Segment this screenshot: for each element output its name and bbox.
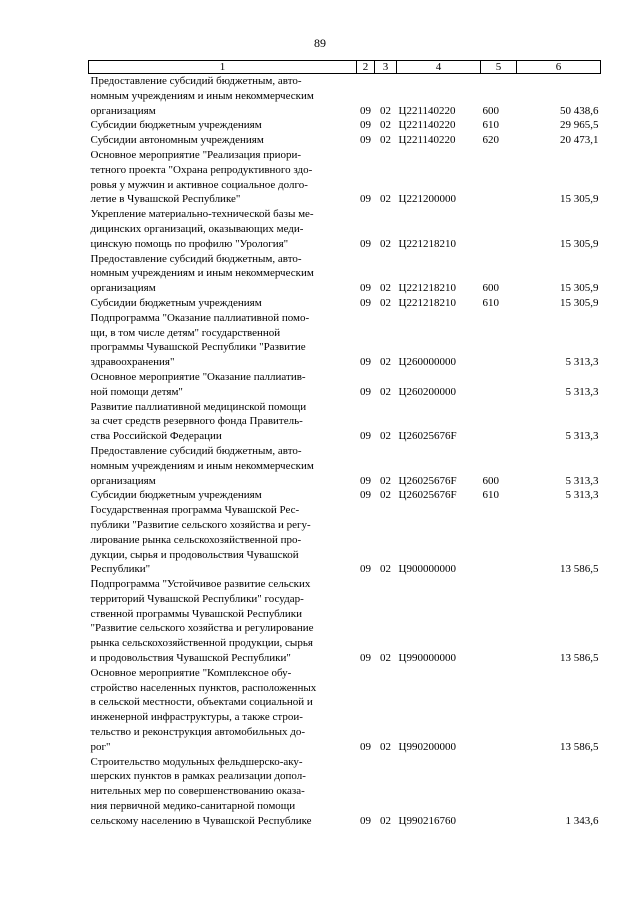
table-header-row [89,61,601,74]
header-cell-2: 2 [357,61,375,74]
row-section-cell: 09 [360,489,371,502]
row-expense-type-cell [481,666,517,755]
row-section-cell: 09 [360,652,371,665]
row-amount-cell: 13 586,5 [560,740,599,753]
row-name-cell: Основное мероприятие "Реализация приори- тетного проекта "Охрана репродуктивного здо- ровья у мужчин и активное социальное долго- летие в Чувашской Республике" [90,148,313,206]
row-name-cell: Субсидии автономным учреждениям [90,134,264,147]
row-section-cell: 09 [360,740,371,753]
row-target-article-cell: Ц221140220 [398,134,456,147]
row-expense-type-cell [481,207,517,251]
table-row [89,755,601,829]
row-section-cell: 09 [360,356,371,369]
row-expense-type-cell [481,311,517,370]
row-target-article-cell: Ц260200000 [398,385,456,398]
table-row [89,74,601,119]
row-target-article-cell: Ц221218210 [398,282,456,295]
row-target-article-cell: Ц221140220 [398,119,456,132]
row-expense-type-cell [481,400,517,444]
header-cell-1: 1 [89,61,357,74]
row-amount-cell: 5 313,3 [565,356,599,369]
row-name-cell: Основное мероприятие "Оказание паллиатив- ной помощи детям" [90,370,306,398]
row-section-cell: 09 [360,385,371,398]
row-expense-type-cell: 600 [482,104,499,117]
row-target-article-cell: Ц221140220 [398,104,456,117]
row-target-article-cell: Ц260000000 [398,356,456,369]
row-subsection-cell: 02 [380,563,391,576]
page-number: 89 [314,36,326,50]
row-name-cell: Субсидии бюджетным учреждениям [90,296,262,309]
table-row [89,370,601,400]
table-row [89,118,601,133]
row-target-article-cell: Ц221218210 [398,296,456,309]
table-row [89,488,601,503]
row-name-cell: Строительство модульных фельдшерско-аку- шерских пунктов в рамках реализации допол- нительных мер по совершенствованию оказа- ния первичной медико-санитарной помощи сельскому населению в Чувашской Республике [90,755,312,827]
row-section-cell: 09 [360,119,371,132]
row-subsection-cell: 02 [380,814,391,827]
row-target-article-cell: Ц990000000 [398,652,456,665]
row-subsection-cell: 02 [380,119,391,132]
table-row [89,133,601,148]
row-subsection-cell: 02 [380,489,391,502]
row-target-article-cell: Ц990216760 [398,814,456,827]
row-name-cell: Развитие паллиативной медицинской помощи за счет средств резервного фонда Правитель- ства Российской Федерации [90,400,307,443]
row-amount-cell: 15 305,9 [560,193,599,206]
row-section-cell: 09 [360,193,371,206]
row-subsection-cell: 02 [380,237,391,250]
row-subsection-cell: 02 [380,104,391,117]
row-amount-cell: 5 313,3 [565,474,599,487]
row-name-cell: Субсидии бюджетным учреждениям [90,489,262,502]
row-expense-type-cell: 610 [482,489,499,502]
row-amount-cell: 15 305,9 [560,296,599,309]
row-expense-type-cell: 620 [482,134,499,147]
row-expense-type-cell [481,148,517,207]
row-amount-cell: 29 965,5 [560,119,599,132]
row-expense-type-cell [481,755,517,829]
row-section-cell: 09 [360,814,371,827]
row-amount-cell: 13 586,5 [560,652,599,665]
row-section-cell: 09 [360,282,371,295]
row-expense-type-cell: 600 [482,474,499,487]
row-name-cell: Государственная программа Чувашской Рес- публики "Развитие сельского хозяйства и регу- лирование рынка сельскохозяйственной про- дукции, сырья и продовольствия Чувашской Республики" [90,504,311,576]
table-row [89,252,601,296]
row-target-article-cell: Ц990200000 [398,740,456,753]
budget-table [88,60,601,829]
table-row [89,207,601,251]
header-cell-3: 3 [375,61,397,74]
header-cell-5: 5 [481,61,517,74]
row-name-cell: Субсидии бюджетным учреждениям [90,119,262,132]
row-subsection-cell: 02 [380,430,391,443]
header-cell-6: 6 [517,61,601,74]
row-amount-cell: 5 313,3 [565,385,599,398]
row-expense-type-cell: 610 [482,119,499,132]
row-subsection-cell: 02 [380,282,391,295]
table-row [89,444,601,488]
row-target-article-cell: Ц26025676F [398,430,457,443]
row-subsection-cell: 02 [380,193,391,206]
row-section-cell: 09 [360,104,371,117]
row-subsection-cell: 02 [380,652,391,665]
row-subsection-cell: 02 [380,385,391,398]
row-target-article-cell: Ц26025676F [398,489,457,502]
table-row [89,400,601,444]
row-name-cell: Подпрограмма "Устойчивое развитие сельских территорий Чувашской Республики" государ- ственной программы Чувашской Республики "Развитие сельского хозяйства и регулирование рынка сельскохозяйственной продукции, сырья и продовольствия Чувашской Республики" [90,578,314,665]
row-expense-type-cell: 600 [482,282,499,295]
row-section-cell: 09 [360,563,371,576]
row-section-cell: 09 [360,134,371,147]
row-section-cell: 09 [360,237,371,250]
row-subsection-cell: 02 [380,474,391,487]
row-amount-cell: 1 343,6 [565,814,599,827]
row-target-article-cell: Ц26025676F [398,474,457,487]
row-amount-cell: 15 305,9 [560,282,599,295]
row-subsection-cell: 02 [380,296,391,309]
row-amount-cell: 5 313,3 [565,489,599,502]
row-name-cell: Предоставление субсидий бюджетным, авто- номным учреждениям и иным некоммерческим организациям [90,75,314,117]
row-name-cell: Основное мероприятие "Комплексное обу- стройство населенных пунктов, расположенных в сельской местности, объектами социальной и инженерной инфраструктуры, а также строи- тельство и реконструкция автомобильных до- рог" [90,666,317,753]
row-target-article-cell: Ц221200000 [398,193,456,206]
row-amount-cell: 5 313,3 [565,430,599,443]
table-row [89,296,601,311]
header-cell-4: 4 [397,61,481,74]
table-row [89,311,601,370]
row-subsection-cell: 02 [380,134,391,147]
row-target-article-cell: Ц900000000 [398,563,456,576]
row-subsection-cell: 02 [380,356,391,369]
row-name-cell: Укрепление материально-технической базы ме- дицинских организаций, оказывающих меди- цинскую помощь по профилю "Урология" [90,208,314,250]
row-amount-cell: 50 438,6 [560,104,599,117]
row-section-cell: 09 [360,296,371,309]
row-amount-cell: 15 305,9 [560,237,599,250]
row-section-cell: 09 [360,474,371,487]
row-section-cell: 09 [360,430,371,443]
row-name-cell: Предоставление субсидий бюджетным, авто- номным учреждениям и иным некоммерческим организациям [90,444,314,487]
row-name-cell: Подпрограмма "Оказание паллиативной помо- щи, в том числе детям" государственной программы Чувашской Республики "Развитие здравоохранения" [90,311,310,369]
table-row [89,666,601,755]
row-amount-cell: 20 473,1 [560,134,599,147]
row-expense-type-cell [481,577,517,666]
row-expense-type-cell [481,503,517,577]
row-subsection-cell: 02 [380,740,391,753]
row-expense-type-cell [481,370,517,400]
row-amount-cell: 13 586,5 [560,563,599,576]
table-row [89,503,601,577]
row-target-article-cell: Ц221218210 [398,237,456,250]
table-row [89,148,601,207]
row-name-cell: Предоставление субсидий бюджетным, авто- номным учреждениям и иным некоммерческим организациям [90,252,314,295]
table-row [89,577,601,666]
row-expense-type-cell: 610 [482,296,499,309]
